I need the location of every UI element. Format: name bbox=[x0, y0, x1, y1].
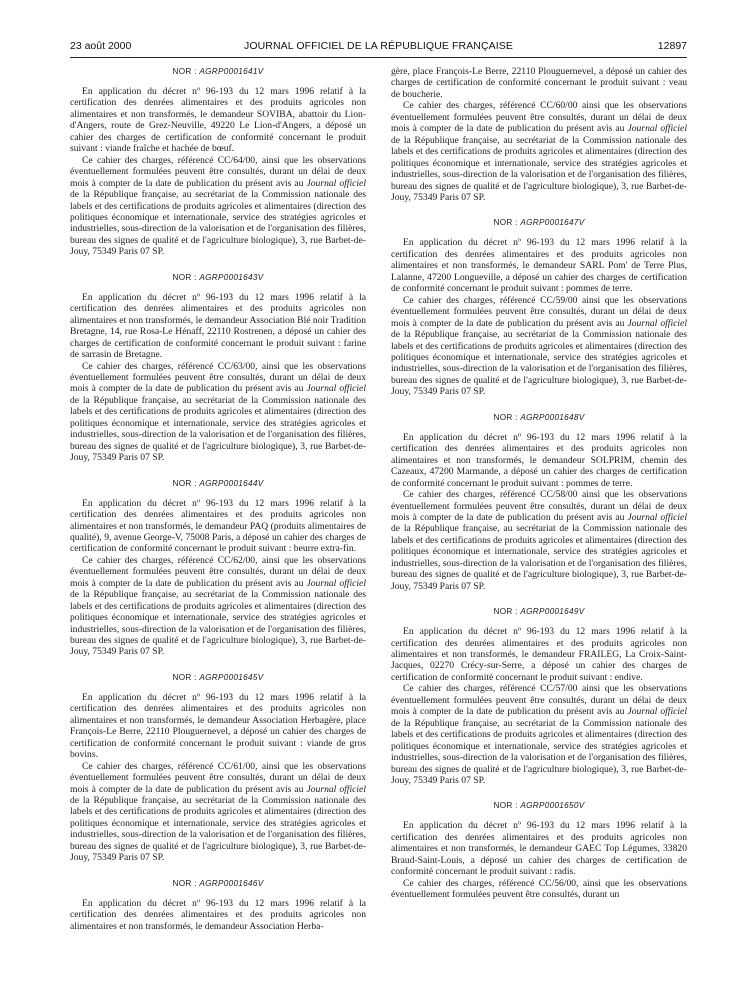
nor-reference: NOR : AGRP0001650V bbox=[493, 801, 585, 811]
notice-paragraph: Ce cahier des charges, référencé CC/62/00, ainsi que les observations éventuellement formulées peuvent être consultés, durant un délai de deux mois à compter de la date de publication du présent avis au Journal officiel de la République française, au secrétariat de la Commission nationale des labels et des certifications de produits agricoles et alimentaires (direction des politiques économique et internationale, service des stratégies agricoles et industrielles, sous-direction de la valorisation et de l'organisation des filières, bureau des signes de qualité et de l'agriculture biologique), 3, rue Barbet-de-Jouy, 75349 Paris 07 SP. bbox=[70, 554, 366, 658]
notice-block bbox=[70, 672, 366, 864]
notice-paragraph: Ce cahier des charges, référencé CC/61/00, ainsi que les observations éventuellement formulées peuvent être consultés, durant un délai de deux mois à compter de la date de publication du présent avis au Journal officiel de la République française, au secrétariat de la Commission nationale des labels et des certifications de produits agricoles et alimentaires (direction des politiques économique et internationale, service des stratégies agricoles et industrielles, sous-direction de la valorisation et de l'organisation des filières, bureau des signes de qualité et de l'agriculture biologique), 3, rue Barbet-de-Jouy, 75349 Paris 07 SP. bbox=[70, 760, 366, 864]
notice-paragraph: En application du décret nº 96-193 du 12 mars 1996 relatif à la certification des denrées alimentaires et des produits agricoles non alimentaires et non transformés, le demandeur GAEC Top Légumes, 33820 Braud-Saint-Louis, a déposé un cahier des charges de certification de conformité concernant le produit suivant : radis. bbox=[391, 820, 687, 878]
notice-paragraph: En application du décret nº 96-193 du 12 mars 1996 relatif à la certification des denrées alimentaires et des produits agricoles non alimentaires et non transformés, le demandeur SOVIBA, abattoir du Lion-d'Angers, route de Grez-Neuville, 49220 Le Lion-d'Angers, a déposé un cahier des charges de certification de conformité concernant le produit suivant : viande fraîche et hachée de bœuf. bbox=[70, 86, 366, 155]
notice-continuation bbox=[391, 66, 687, 203]
notice-paragraph: En application du décret nº 96-193 du 12 mars 1996 relatif à la certification des denrées alimentaires et des produits agricoles non alimentaires et non transformés, le demandeur Association Herba- bbox=[70, 897, 366, 932]
notice-paragraph: En application du décret nº 96-193 du 12 mars 1996 relatif à la certification des denrées alimentaires et des produits agricoles non alimentaires et non transformés, le demandeur SARL Pom' de Terre Plus, Lalanne, 47200 Longueville, a déposé un cahier des charges de certification de conformité concernant le produit suivant : pommes de terre. bbox=[391, 237, 687, 295]
header-page-number: 12897 bbox=[657, 40, 687, 52]
notice-paragraph: Ce cahier des charges, référencé CC/60/00 ainsi que les observations éventuellement formulées peuvent être consultés, durant un délai de deux mois à compter de la date de publication du présent avis au Journal officiel de la République française, au secrétariat de la Commission nationale des labels et des certifications de produits agricoles et alimentaires (direction des politiques économique et internationale, service des stratégies agricoles et industrielles, sous-direction de la valorisation et de l'organisation des filières, bureau des signes de qualité et de l'agriculture biologique), 3, rue Barbet-de-Jouy, 75349 Paris 07 SP. bbox=[391, 100, 687, 203]
notice-paragraph: En application du décret nº 96-193 du 12 mars 1996 relatif à la certification des denrées alimentaires et des produits agricoles non alimentaires et non transformés, le demandeur PAQ (produits alimentaires de qualité), 9, avenue George-V, 75008 Paris, a déposé un cahier des charges de certification de conformité concernant le produit suivant : beurre extra-fin. bbox=[70, 497, 366, 555]
header-rule bbox=[70, 57, 687, 58]
notice-block bbox=[70, 272, 366, 464]
notice-paragraph: gère, place François-Le Berre, 22110 Plouguernevel, a déposé un cahier des charges de certification de conformité concernant le produit suivant : veau de boucherie. bbox=[391, 66, 687, 100]
notice-block bbox=[391, 412, 687, 592]
nor-reference: NOR : AGRP0001644V bbox=[172, 478, 264, 488]
notice-block bbox=[70, 66, 366, 258]
notice-paragraph: Ce cahier des charges, référencé CC/57/00 ainsi que les observations éventuellement formulées peuvent être consultés, durant un délai de deux mois à compter de la date de publication du présent avis au Journal officiel de la République française, au secrétariat de la Commission nationale des labels et des certifications de produits agricoles et alimentaires (direction des politiques économique et internationale, service des stratégies agricoles et industrielles, sous-direction de la valorisation et de l'organisation des filières, bureau des signes de qualité et de l'agriculture biologique), 3, rue Barbet-de-Jouy, 75349 Paris 07 SP. bbox=[391, 683, 687, 787]
nor-reference: NOR : AGRP0001649V bbox=[493, 607, 585, 617]
right-column bbox=[391, 66, 687, 915]
header-journal-title: JOURNAL OFFICIEL DE LA RÉPUBLIQUE FRANÇAISE bbox=[244, 40, 513, 52]
notice-block bbox=[70, 878, 366, 932]
nor-reference: NOR : AGRP0001643V bbox=[172, 272, 264, 282]
notice-paragraph: Ce cahier des charges, référencé CC/56/00, ainsi que les observations éventuellement formulées peuvent être consultés, durant un bbox=[391, 877, 687, 901]
header-date: 23 août 2000 bbox=[70, 40, 132, 52]
notice-block bbox=[391, 606, 687, 786]
notice-paragraph: En application du décret nº 96-193 du 12 mars 1996 relatif à la certification des denrées alimentaires et des produits agricoles non alimentaires et non transformés, le demandeur FRAILEG, La Croix-Saint-Jacques, 02270 Crécy-sur-Serre, a déposé un cahier des charges de certification de conformité concernant le produit suivant : endive. bbox=[391, 626, 687, 683]
nor-reference: NOR : AGRP0001648V bbox=[493, 412, 585, 422]
nor-reference: NOR : AGRP0001641V bbox=[172, 67, 264, 76]
notice-paragraph: Ce cahier des charges, référencé CC/58/00 ainsi que les observations éventuellement formulées peuvent être consultés, durant un délai de deux mois à compter de la date de publication du présent avis au Journal officiel de la République française, au secrétariat de la Commission nationale des labels et des certifications de produits agricoles et alimentaires (direction des politiques économique et internationale, service des stratégies agricoles et industrielles, sous-direction de la valorisation et de l'organisation des filières, bureau des signes de qualité et de l'agriculture biologique), 3, rue Barbet-de-Jouy, 75349 Paris 07 SP. bbox=[391, 489, 687, 592]
notice-paragraph: Ce cahier des charges, référencé CC/59/00 ainsi que les observations éventuellement formulées peuvent être consultés, durant un délai de deux mois à compter de la date de publication du présent avis au Journal officiel de la République française, au secrétariat de la Commission nationale des labels et des certifications de produits agricoles et alimentaires (direction des politiques économique et internationale, service des stratégies agricoles et industrielles, sous-direction de la valorisation et de l'organisation des filières, bureau des signes de qualité et de l'agriculture biologique), 3, rue Barbet-de-Jouy, 75349 Paris 07 SP. bbox=[391, 294, 687, 398]
notice-paragraph: Ce cahier des charges, référencé CC/64/00, ainsi que les observations éventuellement formulées peuvent être consultés, durant un délai de deux mois à compter de la date de publication du présent avis au Journal officiel de la République française, au secrétariat de la Commission nationale des labels et des certifications de produits agricoles et alimentaires (direction des politiques économique et internationale, service des stratégies agricoles et industrielles, sous-direction de la valorisation et de l'organisation des filières, bureau des signes de qualité et de l'agriculture biologique), 3, rue Barbet-de-Jouy, 75349 Paris 07 SP. bbox=[70, 154, 366, 258]
notice-block bbox=[391, 217, 687, 397]
notice-paragraph: En application du décret nº 96-193 du 12 mars 1996 relatif à la certification des denrées alimentaires et des produits agricoles non alimentaires et non transformés, le demandeur Association Blé noir Tradition Bretagne, 14, rue Rosa-Le Hénaff, 22110 Rostrenen, a déposé un cahier des charges de certification de conformité concernant le produit suivant : farine de sarrasin de Bretagne. bbox=[70, 291, 366, 361]
notice-paragraph: En application du décret nº 96-193 du 12 mars 1996 relatif à la certification des denrées alimentaires et des produits agricoles non alimentaires et non transformés, le demandeur Association Herbagère, place François-Le Berre, 22110 Plouguernevel, a déposé un cahier des charges de certification de conformité concernant le produit suivant : viande de gros bovins. bbox=[70, 691, 366, 761]
notice-block bbox=[391, 800, 687, 900]
notice-paragraph: Ce cahier des charges, référencé CC/63/00, ainsi que les observations éventuellement formulées peuvent être consultés, durant un délai de deux mois à compter de la date de publication du présent avis au Journal officiel de la République française, au secrétariat de la Commission nationale des labels et des certifications de produits agricoles et alimentaires (direction des politiques économique et internationale, service des stratégies agricoles et industrielles, sous-direction de la valorisation et de l'organisation des filières, bureau des signes de qualité et de l'agriculture biologique), 3, rue Barbet-de-Jouy, 75349 Paris 07 SP. bbox=[70, 360, 366, 464]
left-column bbox=[70, 66, 366, 946]
notice-paragraph: En application du décret nº 96-193 du 12 mars 1996 relatif à la certification des denrées alimentaires et des produits agricoles non alimentaires et non transformés, le demandeur SOLPRIM, chemin des Cazeaux, 47200 Marmande, a déposé un cahier des charges de certification de conformité concernant le produit suivant : pommes de terre. bbox=[391, 431, 687, 489]
notice-block bbox=[70, 478, 366, 658]
nor-reference: NOR : AGRP0001646V bbox=[172, 878, 264, 888]
nor-reference: NOR : AGRP0001647V bbox=[493, 218, 585, 228]
nor-reference: NOR : AGRP0001645V bbox=[172, 672, 264, 682]
